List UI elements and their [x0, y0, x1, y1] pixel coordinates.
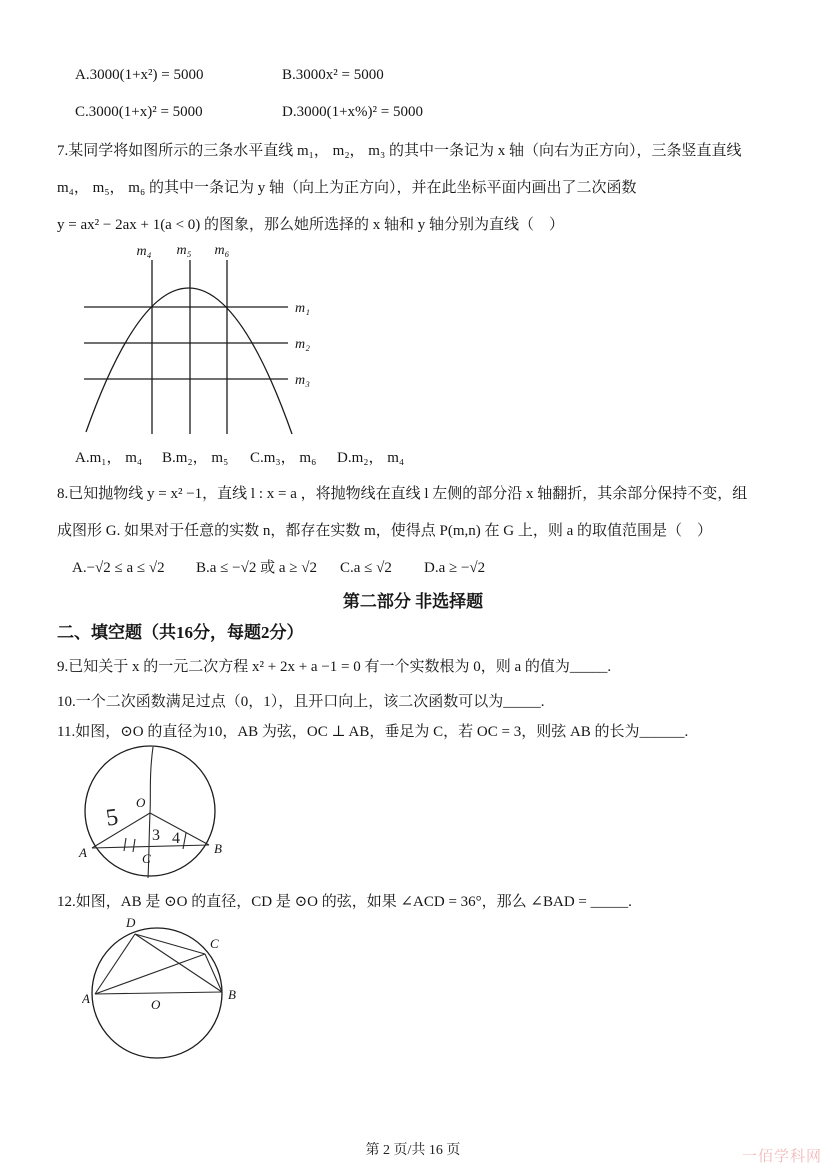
fill-in-header: 二、填空题（共16分，每题2分） [57, 623, 304, 642]
label-m1: m₁ [295, 301, 310, 316]
q7-option-d: D.m₂， m₄ [337, 450, 405, 466]
q8-option-b: B.a ≤ −√2 或 a ≥ √2 [196, 560, 317, 576]
label-B: B [228, 987, 236, 1002]
q6-option-b: B.3000x² = 5000 [282, 67, 384, 83]
q9-text: 9.已知关于 x 的一元二次方程 x² + 2x + a −1 = 0 有一个实数根为 0，则 a 的值为_____. [57, 659, 612, 675]
chord-AB [92, 845, 209, 848]
label-B: B [214, 841, 222, 856]
label-A: A [82, 991, 90, 1006]
handwritten-5: 5 [104, 804, 120, 832]
q7-line2: m₄， m₅， m₆ 的其中一条记为 y 轴（向上为正方向），并在此坐标平面内画出了二次函数 [57, 180, 637, 196]
q7-option-c: C.m₃， m₆ [250, 450, 317, 466]
q12-circle-figure [82, 915, 244, 1067]
label-O: O [136, 795, 146, 810]
diameter-AB [95, 992, 222, 994]
q7-line1: 7.某同学将如图所示的三条水平直线 m₁， m₂， m₃ 的其中一条记为 x 轴（向右为正方向），三条竖直直线 [57, 143, 742, 159]
handwritten-4: 4 [172, 830, 180, 847]
label-m6: m₆ [214, 243, 230, 258]
q7-option-b: B.m₂， m₅ [162, 450, 229, 466]
q7-line3: y = ax² − 2ax + 1(a < 0) 的图象，那么她所选择的 x 轴和 y 轴分别为直线（ ） [57, 217, 565, 233]
label-m5: m₅ [176, 243, 192, 258]
q6-option-c: C.3000(1+x)² = 5000 [75, 104, 203, 120]
label-D: D [126, 915, 136, 930]
label-m4: m₄ [136, 244, 152, 259]
chord-DC [135, 934, 205, 954]
chord-AC [95, 954, 205, 994]
section2-title: 第二部分 非选择题 [342, 592, 484, 611]
q7-parabola-figure [76, 242, 326, 442]
q12-text: 12.如图，AB 是 ⊙O 的直径，CD 是 ⊙O 的弦，如果 ∠ACD = 36°，那么 ∠BAD = _____. [57, 894, 632, 910]
label-m3: m₃ [295, 373, 310, 388]
parabola-curve [86, 288, 292, 434]
label-O: O [151, 997, 161, 1012]
q8-option-d: D.a ≥ −√2 [424, 560, 486, 576]
tick-mark-3 [183, 833, 186, 849]
radius-OA [92, 813, 150, 848]
q7-option-a: A.m₁， m₄ [75, 450, 143, 466]
q6-option-d: D.3000(1+x%)² = 5000 [282, 104, 423, 120]
site-watermark: 一佰学科网 [742, 1149, 823, 1165]
label-m2: m₂ [295, 337, 310, 352]
label-A: A [79, 845, 87, 860]
tick-mark-2 [133, 839, 135, 852]
q8-option-a: A.−√2 ≤ a ≤ √2 [72, 560, 165, 576]
q8-line2: 成图形 G. 如果对于任意的实数 n，都存在实数 m，使得点 P(m,n) 在 G 上，则 a 的取值范围是（ ） [57, 523, 712, 539]
handwritten-3: 3 [152, 827, 160, 844]
q11-text: 11.如图，⊙O 的直径为10，AB 为弦，OC ⊥ AB，垂足为 C，若 OC = 3，则弦 AB 的长为______. [57, 724, 689, 740]
label-C: C [210, 936, 219, 951]
tick-mark-1 [124, 838, 126, 851]
q11-circle-figure [78, 741, 228, 889]
q8-option-c: C.a ≤ √2 [340, 560, 392, 576]
page-number: 第 2 页/共 16 页 [365, 1143, 461, 1158]
q8-line1: 8.已知抛物线 y = x² −1，直线 l : x = a ，将抛物线在直线 l 左侧的部分沿 x 轴翻折，其余部分保持不变，组 [57, 486, 748, 502]
label-C: C [142, 851, 151, 866]
q10-text: 10.一个二次函数满足过点（0，1），且开口向上，该二次函数可以为_____. [57, 694, 545, 710]
q6-option-a: A.3000(1+x²) = 5000 [75, 67, 204, 83]
